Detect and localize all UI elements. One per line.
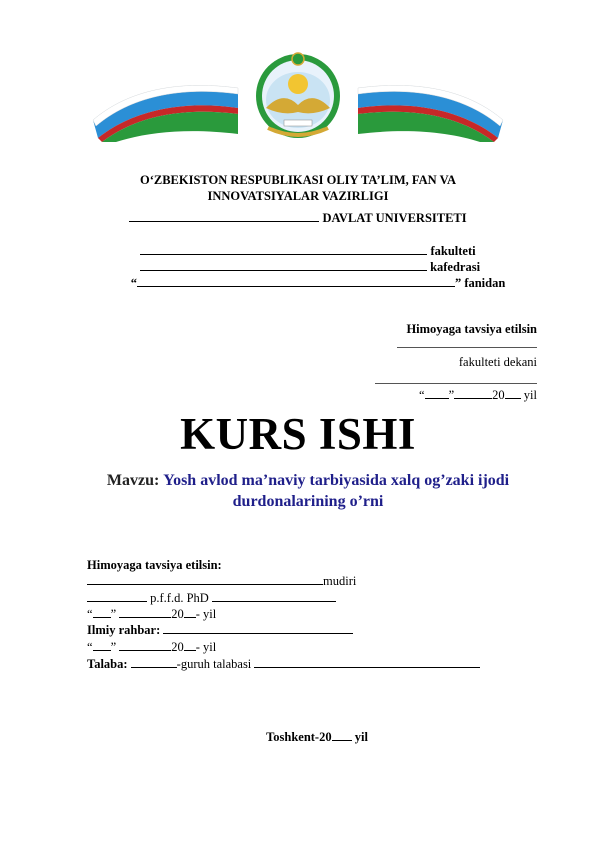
subject-row bbox=[0, 275, 596, 291]
university-label: DAVLAT UNIVERSITETI bbox=[322, 211, 467, 225]
topic-text: Yosh avlod ma’naviy tarbiyasida xalq og’zaki ijodi durdonalarining o’rni bbox=[163, 472, 510, 510]
subject-open-quote: “ bbox=[130, 276, 137, 290]
university-row bbox=[0, 210, 596, 226]
degree-name-blank[interactable] bbox=[87, 601, 147, 602]
department-row bbox=[0, 259, 596, 275]
student-label: Talaba: bbox=[87, 657, 128, 671]
degree-label: p.f.f.d. PhD bbox=[150, 591, 209, 605]
dean-signature-line[interactable] bbox=[397, 347, 537, 348]
topic-label: Mavzu: bbox=[106, 472, 160, 489]
student-name-blank[interactable] bbox=[254, 667, 480, 668]
ministry-line-2: INNOVATSIYALAR VAZIRLIGI bbox=[207, 189, 389, 203]
degree-sign-blank[interactable] bbox=[212, 601, 336, 602]
department-label: kafedrasi bbox=[430, 260, 481, 274]
dean-label: fakulteti dekani bbox=[458, 355, 537, 369]
emblem-banner bbox=[88, 50, 508, 142]
document-title: KURS ISHI bbox=[180, 409, 416, 459]
group-blank[interactable] bbox=[131, 667, 177, 668]
dean-name-line[interactable] bbox=[375, 383, 537, 384]
footer-city-year bbox=[0, 730, 596, 745]
subject-blank[interactable] bbox=[137, 275, 455, 287]
supervisor-row bbox=[87, 623, 353, 638]
faculty-blank[interactable] bbox=[140, 243, 427, 255]
faculty-label: fakulteti bbox=[430, 244, 476, 258]
head-role: mudiri bbox=[323, 574, 357, 588]
footer-year: yil bbox=[351, 730, 368, 744]
student-row bbox=[87, 657, 480, 672]
faculty-row bbox=[0, 243, 596, 259]
supervisor-blank[interactable] bbox=[163, 633, 353, 634]
date-row-1: “ ” 20 - yil bbox=[87, 607, 217, 621]
date-row-2: “ ” 20 - yil bbox=[87, 640, 217, 654]
footer-city: Toshkent-20 bbox=[266, 730, 332, 744]
head-row bbox=[87, 574, 356, 589]
student-group: -guruh talabasi bbox=[176, 657, 252, 671]
supervisor-label: Ilmiy rahbar: bbox=[87, 623, 161, 637]
university-blank[interactable] bbox=[129, 210, 319, 222]
ministry-line-1: O‘ZBEKISTON RESPUBLIKASI OLIY TA’LIM, FAN VA bbox=[139, 173, 457, 187]
approval-heading: Himoyaga tavsiya etilsin bbox=[406, 322, 537, 336]
degree-row bbox=[87, 591, 336, 606]
department-blank[interactable] bbox=[140, 259, 427, 271]
bottom-approval-heading: Himoyaga tavsiya etilsin: bbox=[87, 558, 222, 572]
subject-label: ” fanidan bbox=[454, 276, 506, 290]
topic-block bbox=[60, 470, 556, 512]
approval-date: “ ” 20 yil bbox=[419, 388, 537, 402]
head-blank[interactable] bbox=[87, 584, 323, 585]
